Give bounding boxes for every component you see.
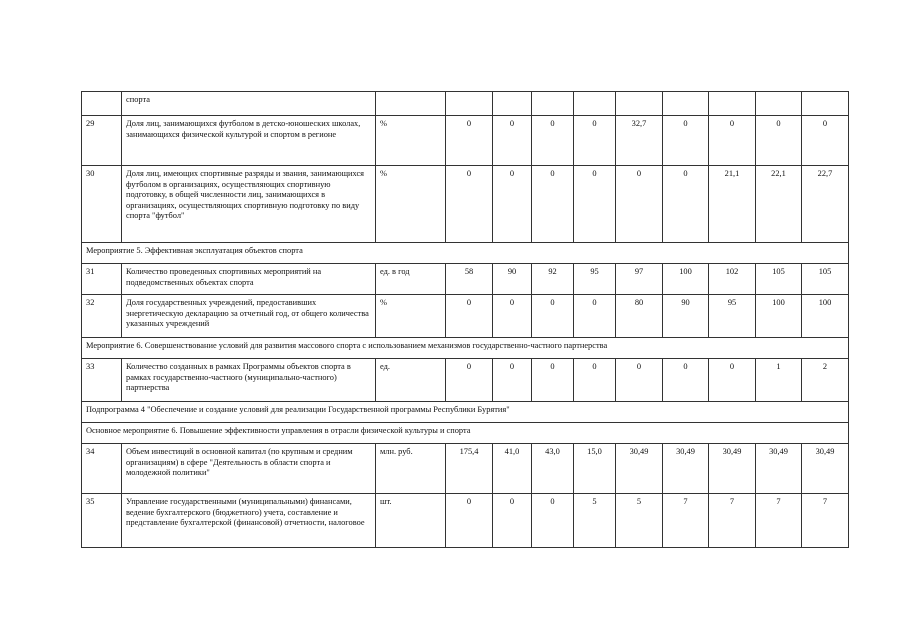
table-row	[82, 116, 849, 166]
value-cell: 30,49	[709, 444, 756, 494]
row-number: 29	[82, 116, 122, 166]
row-number: 34	[82, 444, 122, 494]
value-cell: 58	[446, 264, 493, 295]
value-cell: 0	[532, 359, 574, 402]
unit-cell: ед. в год	[376, 264, 446, 295]
value-cell: 5	[574, 494, 616, 548]
indicator-name: Количество проведенных спортивных мероприятий на подведомственных объектах спорта	[122, 264, 376, 295]
value-cell	[663, 92, 709, 116]
value-cell: 0	[574, 166, 616, 243]
row-number: 30	[82, 166, 122, 243]
table-row	[82, 166, 849, 243]
value-cell: 0	[493, 494, 532, 548]
unit-cell: %	[376, 116, 446, 166]
section-title: Мероприятие 5. Эффективная эксплуатация объектов спорта	[82, 243, 849, 264]
value-cell: 22,1	[756, 166, 802, 243]
indicator-name: Управление государственными (муниципальными) финансами, ведение бухгалтерского (бюджетного) учета, составление и представление бухгалтерской (финансовой) отчетности, налоговое	[122, 494, 376, 548]
value-cell: 0	[616, 166, 663, 243]
value-cell: 30,49	[756, 444, 802, 494]
row-number	[82, 92, 122, 116]
value-cell: 0	[493, 359, 532, 402]
value-cell: 80	[616, 295, 663, 338]
value-cell: 5	[616, 494, 663, 548]
value-cell	[532, 92, 574, 116]
value-cell: 92	[532, 264, 574, 295]
row-number: 35	[82, 494, 122, 548]
value-cell: 7	[802, 494, 849, 548]
value-cell: 0	[493, 166, 532, 243]
section-row	[82, 243, 849, 264]
value-cell: 95	[709, 295, 756, 338]
value-cell: 30,49	[616, 444, 663, 494]
indicator-name: Объем инвестиций в основной капитал (по крупным и средним организациям) в сфере "Деятельность в области спорта и молодежной политики"	[122, 444, 376, 494]
section-row	[82, 423, 849, 444]
value-cell: 0	[446, 116, 493, 166]
value-cell: 0	[802, 116, 849, 166]
value-cell: 7	[709, 494, 756, 548]
value-cell: 15,0	[574, 444, 616, 494]
row-number: 31	[82, 264, 122, 295]
value-cell: 90	[663, 295, 709, 338]
value-cell: 0	[493, 116, 532, 166]
value-cell: 0	[616, 359, 663, 402]
indicator-name: Доля лиц, имеющих спортивные разряды и звания, занимающихся футболом в организациях, осуществляющих спортивную подготовку, в общей численности лиц, занимающихся в организациях, осуществляющих спортивную подготовку по виду спорта "футбол"	[122, 166, 376, 243]
value-cell: 100	[663, 264, 709, 295]
table-row	[82, 359, 849, 402]
value-cell: 100	[756, 295, 802, 338]
section-row	[82, 402, 849, 423]
value-cell: 95	[574, 264, 616, 295]
value-cell: 0	[446, 295, 493, 338]
indicator-name: Доля лиц, занимающихся футболом в детско-юношеских школах, занимающихся физической культурой и спортом в регионе	[122, 116, 376, 166]
unit-cell: %	[376, 166, 446, 243]
section-title: Подпрограмма 4 "Обеспечение и создание условий для реализации Государственной программы Республики Бурятия"	[82, 402, 849, 423]
value-cell: 21,1	[709, 166, 756, 243]
value-cell: 0	[574, 359, 616, 402]
value-cell: 0	[532, 494, 574, 548]
indicators-table	[81, 91, 849, 548]
section-title: Мероприятие 6. Совершенствование условий для развития массового спорта с использованием механизмов государственно-частного партнерства	[82, 338, 849, 359]
value-cell: 105	[802, 264, 849, 295]
value-cell: 0	[663, 359, 709, 402]
value-cell: 43,0	[532, 444, 574, 494]
indicator-name: Доля государственных учреждений, предоставивших энергетическую декларацию за отчетный год, от общего количества указанных учреждений	[122, 295, 376, 338]
row-number: 33	[82, 359, 122, 402]
table-row	[82, 444, 849, 494]
table-row	[82, 92, 849, 116]
row-number: 32	[82, 295, 122, 338]
value-cell: 0	[574, 295, 616, 338]
unit-cell: млн. руб.	[376, 444, 446, 494]
value-cell	[709, 92, 756, 116]
value-cell: 30,49	[663, 444, 709, 494]
unit-cell: %	[376, 295, 446, 338]
value-cell: 105	[756, 264, 802, 295]
value-cell: 175,4	[446, 444, 493, 494]
indicator-name: Количество созданных в рамках Программы объектов спорта в рамках государственно-частного (муниципально-частного) партнерства	[122, 359, 376, 402]
value-cell: 0	[446, 494, 493, 548]
value-cell: 41,0	[493, 444, 532, 494]
value-cell: 32,7	[616, 116, 663, 166]
value-cell: 30,49	[802, 444, 849, 494]
value-cell: 102	[709, 264, 756, 295]
indicator-name: спорта	[122, 92, 376, 116]
value-cell: 0	[574, 116, 616, 166]
value-cell: 0	[709, 116, 756, 166]
value-cell	[616, 92, 663, 116]
value-cell	[756, 92, 802, 116]
value-cell: 2	[802, 359, 849, 402]
value-cell: 0	[709, 359, 756, 402]
value-cell: 7	[756, 494, 802, 548]
value-cell: 7	[663, 494, 709, 548]
table-row	[82, 295, 849, 338]
value-cell	[446, 92, 493, 116]
value-cell: 0	[532, 116, 574, 166]
value-cell: 0	[446, 359, 493, 402]
value-cell	[574, 92, 616, 116]
unit-cell: ед.	[376, 359, 446, 402]
section-title: Основное мероприятие 6. Повышение эффективности управления в отрасли физической культуры и спорта	[82, 423, 849, 444]
unit-cell: шт.	[376, 494, 446, 548]
value-cell: 0	[663, 116, 709, 166]
value-cell	[802, 92, 849, 116]
value-cell: 0	[446, 166, 493, 243]
unit-cell	[376, 92, 446, 116]
value-cell: 0	[493, 295, 532, 338]
value-cell: 1	[756, 359, 802, 402]
table-row	[82, 264, 849, 295]
value-cell: 0	[663, 166, 709, 243]
value-cell: 22,7	[802, 166, 849, 243]
value-cell: 0	[532, 166, 574, 243]
value-cell: 0	[756, 116, 802, 166]
value-cell	[493, 92, 532, 116]
value-cell: 97	[616, 264, 663, 295]
value-cell: 100	[802, 295, 849, 338]
table-row	[82, 494, 849, 548]
section-row	[82, 338, 849, 359]
value-cell: 0	[532, 295, 574, 338]
value-cell: 90	[493, 264, 532, 295]
